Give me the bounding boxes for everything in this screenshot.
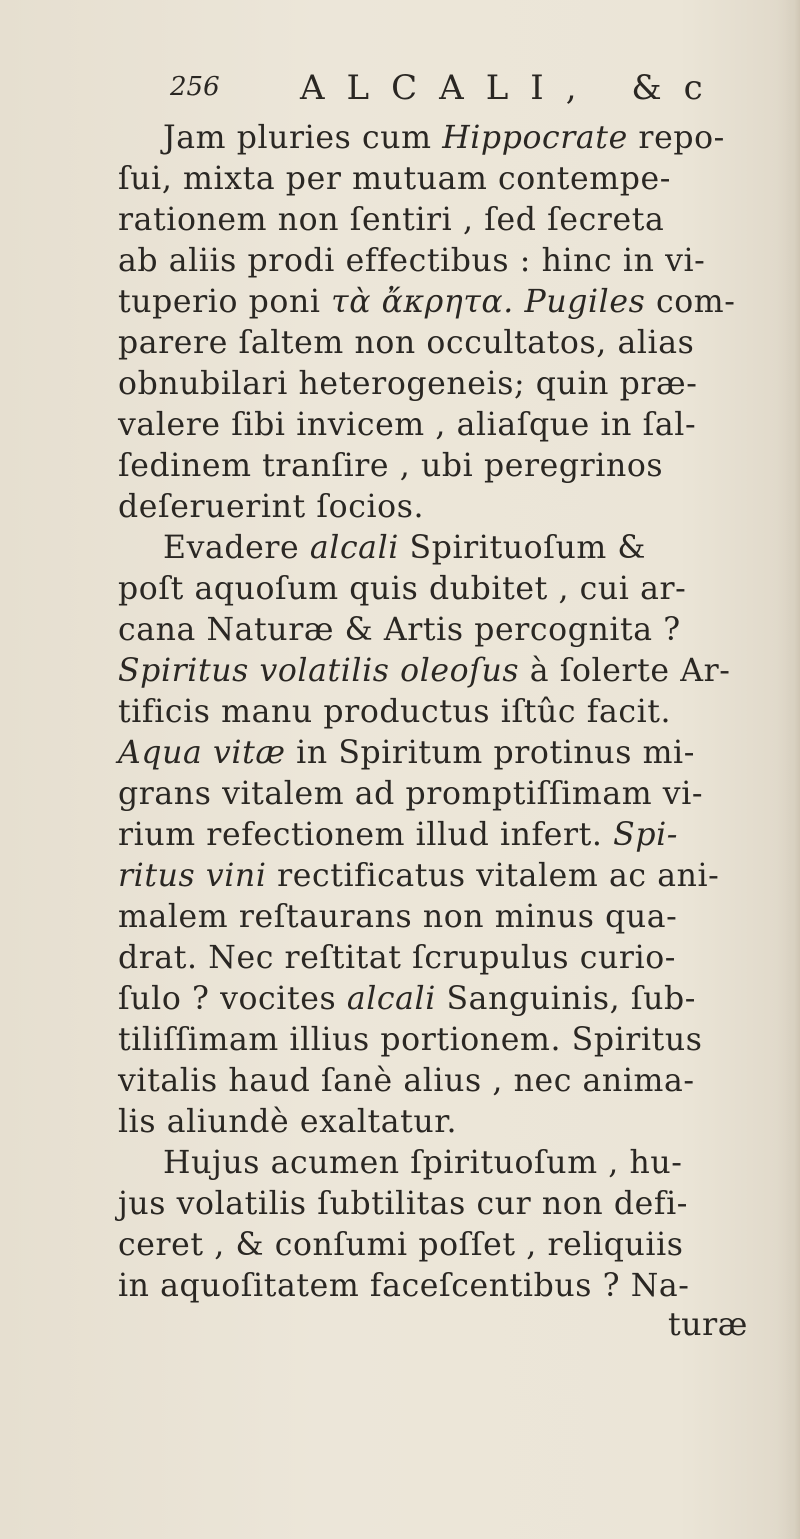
text-segment: repo-: [627, 120, 725, 156]
text-line: [118, 1061, 778, 1102]
text-line: [118, 446, 778, 487]
text-line: [118, 528, 778, 569]
text-segment: tificis manu productus iſtûc facit.: [118, 694, 672, 730]
text-line: [118, 897, 778, 938]
text-line: [118, 159, 778, 200]
text-line: [118, 487, 778, 528]
text-segment: valere ſibi invicem , aliaſque in ſal-: [118, 407, 697, 443]
text-line: [118, 1020, 778, 1061]
page-header: [170, 68, 730, 118]
text-line: [118, 651, 778, 692]
running-head: ALCALI, &c: [300, 68, 725, 108]
text-line: [118, 405, 778, 446]
text-segment: ſui, mixta per mutuam contempe-: [118, 161, 671, 197]
text-segment: deſeruerint ſocios.: [118, 489, 425, 525]
text-line: [118, 1102, 778, 1143]
italic-text: Hippocrate: [442, 120, 628, 156]
text-segment: obnubilari heterogeneis; quin præ-: [118, 366, 698, 402]
text-line: [118, 200, 778, 241]
text-line: [118, 1266, 778, 1307]
text-line: [118, 979, 778, 1020]
text-segment: Spirituoſum &: [398, 530, 647, 566]
body-text: [118, 118, 778, 1307]
text-segment: lis aliundè exaltatur.: [118, 1104, 458, 1140]
italic-text: Aqua vitæ: [118, 735, 286, 771]
text-segment: vitalis haud ſanè alius , nec anima-: [118, 1063, 695, 1099]
text-segment: cana Naturæ & Artis percognita ?: [118, 612, 681, 648]
text-line: [118, 118, 778, 159]
italic-text: Spi-: [613, 817, 679, 853]
text-line: [118, 610, 778, 651]
text-segment: ſulo ? vocites: [118, 981, 347, 1017]
text-segment: in Spiritum protinus mi-: [285, 735, 695, 771]
text-segment: rium refectionem illud infert.: [118, 817, 614, 853]
text-line: [118, 1225, 778, 1266]
page-edge-shadow: [786, 0, 800, 1539]
text-line: [118, 364, 778, 405]
text-segment: à ſolerte Ar-: [519, 653, 731, 689]
text-segment: in aquoſitatem faceſcentibus ? Na-: [118, 1268, 690, 1304]
text-line: [118, 938, 778, 979]
text-line: [118, 323, 778, 364]
text-line: [118, 282, 778, 323]
text-segment: malem reſtaurans non minus qua-: [118, 899, 678, 935]
page-number: 256: [170, 72, 220, 102]
text-segment: poſt aquoſum quis dubitet , cui ar-: [118, 571, 687, 607]
text-segment: tiliſſimam illius portionem. Spiritus: [118, 1022, 703, 1058]
italic-text: τὰ ἄκρητα.: [331, 284, 514, 320]
text-segment: ceret , & conſumi poſſet , reliquiis: [118, 1227, 684, 1263]
text-segment: parere ſaltem non occultatos, alias: [118, 325, 695, 361]
text-segment: rectificatus vitalem ac ani-: [266, 858, 720, 894]
text-segment: drat. Nec reſtitat ſcrupulus curio-: [118, 940, 677, 976]
text-segment: Jam pluries cum: [163, 120, 443, 156]
text-segment: ſedinem tranſire , ubi peregrinos: [118, 448, 664, 484]
text-segment: ab aliis prodi effectibus : hinc in vi-: [118, 243, 706, 279]
text-segment: Sanguinis, ſub-: [435, 981, 696, 1017]
text-segment: Hujus acumen ſpirituoſum , hu-: [163, 1145, 683, 1181]
text-line: [118, 692, 778, 733]
italic-text: alcali: [346, 981, 436, 1017]
italic-text: Pugiles: [524, 284, 646, 320]
text-line: [118, 1184, 778, 1225]
text-line: [118, 1143, 778, 1184]
text-line: [118, 815, 778, 856]
text-segment: com-: [645, 284, 736, 320]
catchword: turæ: [668, 1307, 749, 1343]
text-segment: rationem non ſentiri , ſed ſecreta: [118, 202, 665, 238]
text-line: [118, 774, 778, 815]
text-line: [118, 856, 778, 897]
text-segment: [514, 284, 525, 320]
italic-text: Spiritus volatilis oleoſus: [118, 653, 520, 689]
text-segment: grans vitalem ad promptiſſimam vi-: [118, 776, 704, 812]
text-line: [118, 569, 778, 610]
text-line: [118, 241, 778, 282]
italic-text: ritus vini: [118, 858, 267, 894]
text-line: [118, 733, 778, 774]
text-segment: tuperio poni: [118, 284, 332, 320]
text-segment: Evadere: [163, 530, 310, 566]
italic-text: alcali: [309, 530, 399, 566]
text-segment: jus volatilis ſubtilitas cur non defi-: [118, 1186, 689, 1222]
